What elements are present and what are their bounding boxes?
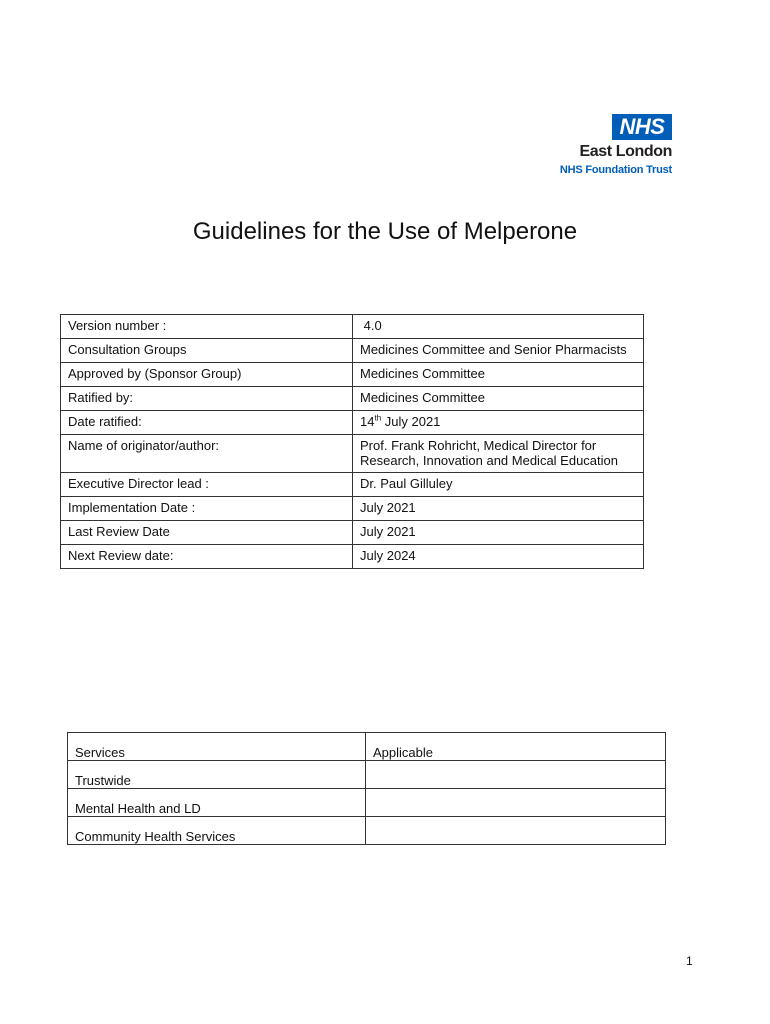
info-value-version: 4.0 [353, 315, 644, 339]
info-value-implementation-date: July 2021 [353, 497, 644, 521]
page-number: 1 [686, 954, 693, 968]
info-label-last-review: Last Review Date [61, 521, 353, 545]
table-row [61, 435, 644, 473]
trust-name: East London [579, 143, 672, 160]
info-label-date-ratified: Date ratified: [61, 411, 353, 435]
table-row [61, 363, 644, 387]
nhs-logo [540, 114, 672, 178]
table-row [68, 789, 666, 817]
table-row [68, 761, 666, 789]
service-label-community-health: Community Health Services [68, 817, 366, 845]
document-info-table [60, 314, 644, 569]
trust-subtitle: NHS Foundation Trust [559, 164, 672, 176]
info-label-approved-by: Approved by (Sponsor Group) [61, 363, 353, 387]
table-row [68, 817, 666, 845]
info-label-author: Name of originator/author: [61, 435, 353, 473]
services-table [67, 732, 666, 845]
info-value-consultation: Medicines Committee and Senior Pharmacists [353, 339, 644, 363]
info-value-approved-by: Medicines Committee [353, 363, 644, 387]
table-row [61, 473, 644, 497]
info-label-implementation-date: Implementation Date : [61, 497, 353, 521]
info-label-version: Version number : [61, 315, 353, 339]
table-row [68, 733, 666, 761]
table-row [61, 387, 644, 411]
services-header-value: Applicable [366, 733, 666, 761]
table-row [61, 521, 644, 545]
service-label-mental-health: Mental Health and LD [68, 789, 366, 817]
date-day: 14 [360, 414, 375, 429]
date-suffix: th [374, 413, 382, 423]
info-value-author: Prof. Frank Rohricht, Medical Director for Research, Innovation and Medical Education [353, 435, 644, 473]
table-row [61, 411, 644, 435]
table-row [61, 497, 644, 521]
table-row [61, 545, 644, 569]
services-header-label: Services [68, 733, 366, 761]
info-label-ratified-by: Ratified by: [61, 387, 353, 411]
service-value-community-health [366, 817, 666, 845]
info-value-next-review: July 2024 [353, 545, 644, 569]
info-label-executive-lead: Executive Director lead : [61, 473, 353, 497]
table-row [61, 315, 644, 339]
service-value-trustwide [366, 761, 666, 789]
service-label-trustwide: Trustwide [68, 761, 366, 789]
info-label-consultation: Consultation Groups [61, 339, 353, 363]
table-row [61, 339, 644, 363]
info-value-ratified-by: Medicines Committee [353, 387, 644, 411]
info-value-executive-lead: Dr. Paul Gilluley [353, 473, 644, 497]
document-title: Guidelines for the Use of Melperone [192, 218, 578, 245]
service-value-mental-health [366, 789, 666, 817]
date-rest: July 2021 [381, 414, 441, 429]
info-label-next-review: Next Review date: [61, 545, 353, 569]
info-value-date-ratified [353, 411, 644, 435]
info-value-last-review: July 2021 [353, 521, 644, 545]
nhs-wordmark: NHS [612, 114, 672, 140]
